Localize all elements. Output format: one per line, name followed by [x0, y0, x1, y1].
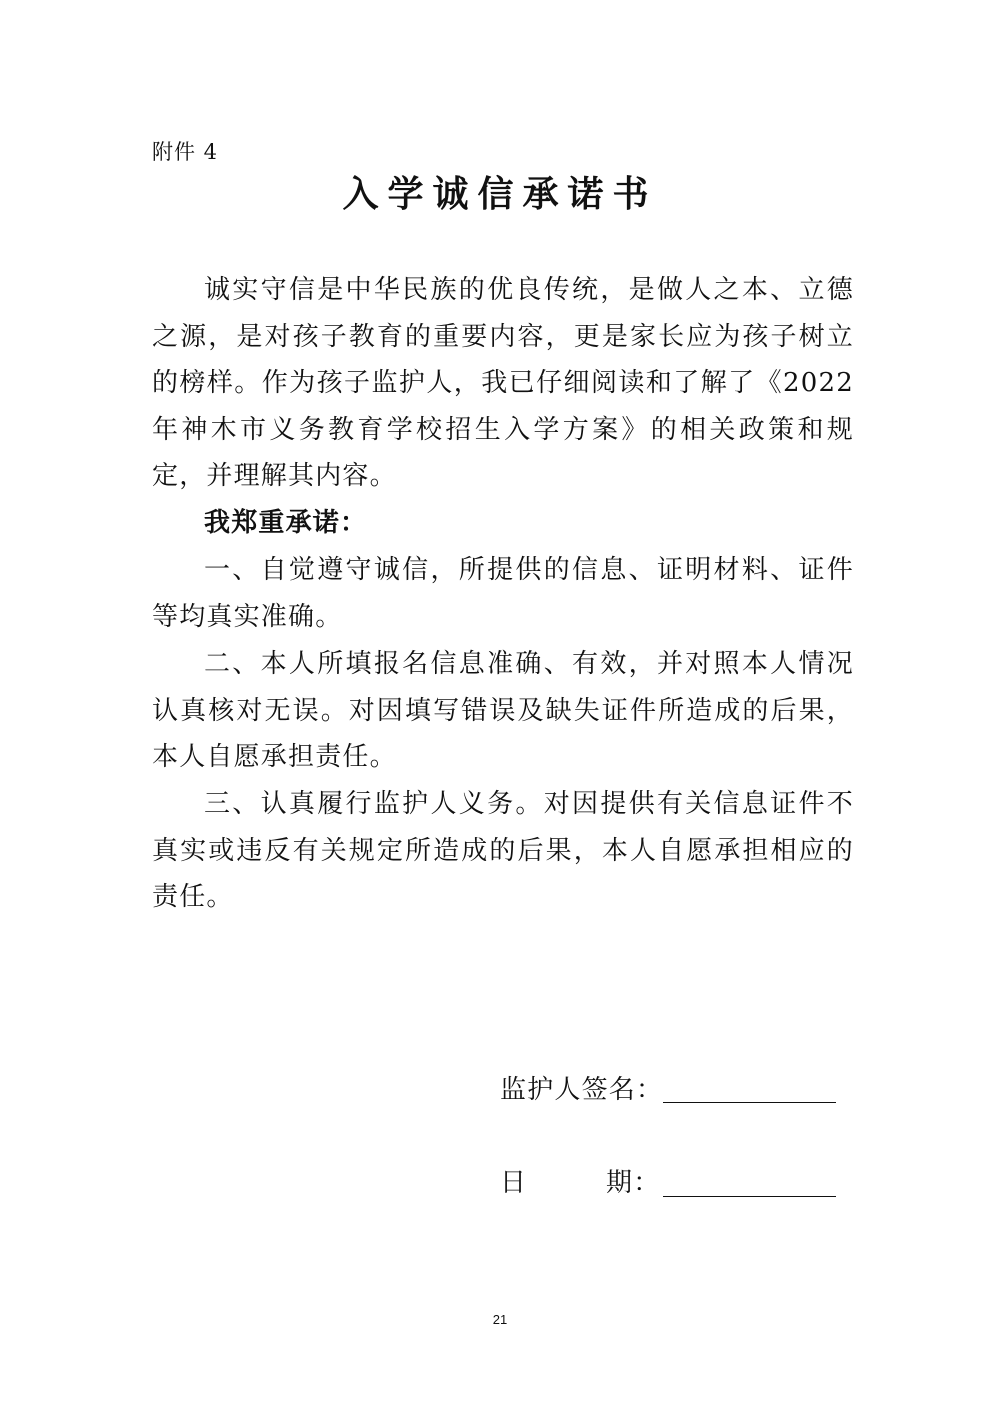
pledge-item-text: 二、本人所填报名信息准确、有效，并对照本人情况认真核对无误。对因填写错误及缺失证件所造成的后果，本人自愿承担责任。: [152, 649, 854, 772]
guardian-signature-field[interactable]: [663, 1102, 836, 1103]
pledge-item-1: [152, 547, 854, 640]
document-title: 入学诚信承诺书: [342, 173, 658, 215]
date-label-first-char: 日: [500, 1168, 528, 1198]
pledge-heading: [152, 500, 854, 547]
guardian-signature-colon: ：: [636, 1075, 664, 1105]
pledge-item-2: [152, 641, 854, 781]
page-number: 21: [492, 1312, 508, 1327]
attachment-label: 附件 4: [152, 140, 219, 164]
intro-paragraph-text: 诚实守信是中华民族的优良传统，是做人之本、立德之源，是对孩子教育的重要内容，更是家长应为孩子树立的榜样。作为孩子监护人，我已仔细阅读和了解了《2022年神木市义务教育学校招生入学方案》的相关政策和规定，并理解其内容。: [152, 275, 854, 491]
pledge-heading-text: 我郑重承诺：: [204, 508, 368, 538]
date-label-second-char: 期: [606, 1168, 634, 1198]
pledge-item-text: 一、自觉遵守诚信，所提供的信息、证明材料、证件等均真实准确。: [152, 555, 854, 632]
guardian-signature-row: [500, 1072, 663, 1108]
intro-paragraph: [152, 267, 854, 500]
date-colon: ：: [633, 1168, 661, 1198]
pledge-item-3: [152, 781, 854, 921]
pledge-item-text: 三、认真履行监护人义务。对因提供有关信息证件不真实或违反有关规定所造成的后果，本人自愿承担相应的责任。: [152, 789, 854, 912]
date-field[interactable]: [663, 1196, 836, 1197]
guardian-signature-label: 监护人签名: [500, 1075, 637, 1105]
date-row: [500, 1165, 660, 1201]
